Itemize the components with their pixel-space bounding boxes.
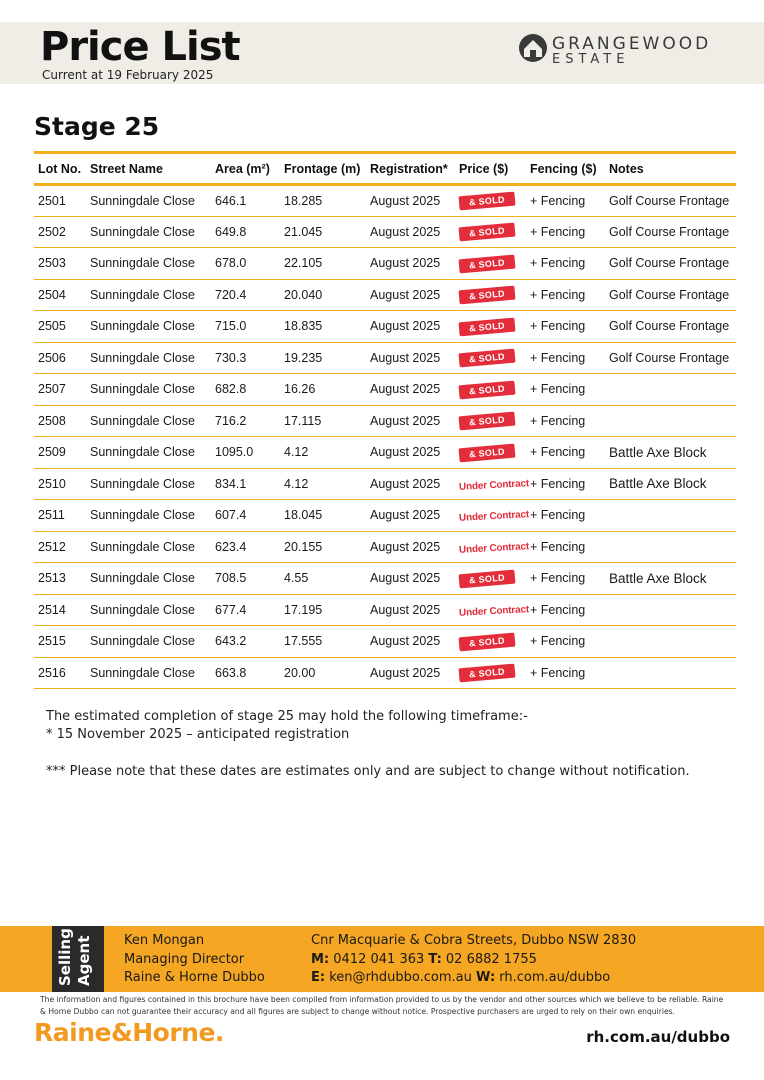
lot-cell: 2505 bbox=[34, 311, 86, 343]
frontage-cell: 16.26 bbox=[280, 374, 366, 406]
agent-role: Managing Director bbox=[124, 951, 245, 967]
under-contract-stamp: Under Contract bbox=[458, 603, 530, 619]
table-row bbox=[34, 531, 736, 563]
sold-stamp: & SOLD bbox=[458, 223, 515, 242]
street-cell: Sunningdale Close bbox=[86, 500, 211, 532]
lot-cell: 2514 bbox=[34, 594, 86, 626]
frontage-cell: 4.55 bbox=[280, 563, 366, 595]
street-cell: Sunningdale Close bbox=[86, 216, 211, 248]
phone-label: T: bbox=[428, 951, 442, 967]
lot-cell: 2502 bbox=[34, 216, 86, 248]
frontage-cell: 20.040 bbox=[280, 279, 366, 311]
sold-stamp: & SOLD bbox=[458, 632, 515, 651]
table-row bbox=[34, 657, 736, 689]
sold-stamp: & SOLD bbox=[458, 412, 515, 431]
frontage-cell: 17.555 bbox=[280, 626, 366, 658]
sold-stamp: & SOLD bbox=[458, 349, 515, 368]
lot-cell: 2513 bbox=[34, 563, 86, 595]
lot-cell: 2508 bbox=[34, 405, 86, 437]
fencing-cell: + Fencing bbox=[526, 248, 605, 280]
raine-horne-logo: Raine&Horne. bbox=[34, 1018, 224, 1047]
street-cell: Sunningdale Close bbox=[86, 374, 211, 406]
col-area: Area (m²) bbox=[211, 153, 280, 185]
table-row bbox=[34, 248, 736, 280]
sold-stamp: & SOLD bbox=[458, 664, 515, 683]
registration-cell: August 2025 bbox=[366, 185, 455, 217]
registration-cell: August 2025 bbox=[366, 563, 455, 595]
registration-cell: August 2025 bbox=[366, 468, 455, 500]
price-cell bbox=[455, 311, 526, 343]
table-row bbox=[34, 279, 736, 311]
agent-name: Ken Mongan bbox=[124, 933, 205, 948]
sold-stamp: & SOLD bbox=[458, 569, 515, 588]
fencing-cell: + Fencing bbox=[526, 437, 605, 469]
price-cell bbox=[455, 468, 530, 500]
price-cell bbox=[455, 626, 526, 658]
table-row bbox=[34, 594, 736, 626]
frontage-cell: 21.045 bbox=[280, 216, 366, 248]
price-cell bbox=[455, 594, 530, 626]
registration-cell: August 2025 bbox=[366, 279, 455, 311]
col-registration: Registration* bbox=[366, 153, 455, 185]
registration-cell: August 2025 bbox=[366, 594, 455, 626]
web-link[interactable]: rh.com.au/dubbo bbox=[499, 970, 611, 985]
lot-cell: 2510 bbox=[34, 468, 86, 500]
area-cell: 663.8 bbox=[211, 657, 280, 689]
price-cell bbox=[455, 405, 526, 437]
registration-cell: August 2025 bbox=[366, 311, 455, 343]
fencing-cell: + Fencing bbox=[526, 216, 605, 248]
price-cell bbox=[455, 374, 526, 406]
table-row bbox=[34, 342, 736, 374]
web-label: W: bbox=[476, 970, 496, 985]
street-cell: Sunningdale Close bbox=[86, 248, 211, 280]
street-cell: Sunningdale Close bbox=[86, 563, 211, 595]
sold-stamp: & SOLD bbox=[458, 380, 515, 399]
page-subtitle: Current at 19 February 2025 bbox=[42, 68, 214, 82]
street-cell: Sunningdale Close bbox=[86, 594, 211, 626]
street-cell: Sunningdale Close bbox=[86, 185, 211, 217]
lot-cell: 2507 bbox=[34, 374, 86, 406]
notes-cell: Golf Course Frontage bbox=[605, 279, 736, 311]
price-cell bbox=[455, 279, 526, 311]
table-row bbox=[34, 216, 736, 248]
price-cell bbox=[455, 216, 526, 248]
col-fencing: Fencing ($) bbox=[526, 153, 605, 185]
completion-note: The estimated completion of stage 25 may hold the following timeframe:- bbox=[46, 709, 528, 724]
stage-title: Stage 25 bbox=[34, 112, 160, 141]
price-cell bbox=[455, 437, 526, 469]
lot-cell: 2504 bbox=[34, 279, 86, 311]
table-row bbox=[34, 626, 736, 658]
lot-cell: 2506 bbox=[34, 342, 86, 374]
registration-cell: August 2025 bbox=[366, 437, 455, 469]
table-row bbox=[34, 500, 736, 532]
table-row bbox=[34, 405, 736, 437]
sold-stamp: & SOLD bbox=[458, 192, 515, 211]
lot-cell: 2501 bbox=[34, 185, 86, 217]
street-cell: Sunningdale Close bbox=[86, 311, 211, 343]
lot-cell: 2509 bbox=[34, 437, 86, 469]
notes-cell bbox=[605, 657, 736, 689]
col-lot: Lot No. bbox=[34, 153, 86, 185]
price-cell bbox=[455, 342, 526, 374]
frontage-cell: 4.12 bbox=[280, 437, 366, 469]
fencing-cell: + Fencing bbox=[526, 279, 605, 311]
agent-details bbox=[311, 932, 636, 988]
area-cell: 646.1 bbox=[211, 185, 280, 217]
registration-cell: August 2025 bbox=[366, 216, 455, 248]
frontage-cell: 18.045 bbox=[280, 500, 366, 532]
fencing-cell: + Fencing bbox=[526, 468, 605, 500]
footer-url[interactable]: rh.com.au/dubbo bbox=[586, 1028, 730, 1046]
street-cell: Sunningdale Close bbox=[86, 342, 211, 374]
notes-cell: Golf Course Frontage bbox=[605, 216, 736, 248]
under-contract-stamp: Under Contract bbox=[458, 477, 530, 493]
footer-disclaimer: The information and figures contained in this brochure have been compiled from information provided to us by the vendor and other sources which we believe to be reliable. Raine & Horne Dubbo can not guarantee their accuracy and all figures are subject to change without notice. Prospective purchasers are urged to rely on their own enquiries. bbox=[40, 995, 724, 1016]
area-cell: 678.0 bbox=[211, 248, 280, 280]
lot-cell: 2512 bbox=[34, 531, 86, 563]
area-cell: 623.4 bbox=[211, 531, 280, 563]
notes-cell: Battle Axe Block bbox=[605, 437, 736, 469]
agent-address: Cnr Macquarie & Cobra Streets, Dubbo NSW 2830 bbox=[311, 933, 637, 948]
sold-stamp: & SOLD bbox=[458, 443, 515, 462]
frontage-cell: 20.00 bbox=[280, 657, 366, 689]
area-cell: 1095.0 bbox=[211, 437, 280, 469]
fencing-cell: + Fencing bbox=[526, 594, 605, 626]
fencing-cell: + Fencing bbox=[526, 657, 605, 689]
registration-cell: August 2025 bbox=[366, 405, 455, 437]
notes-cell: Battle Axe Block bbox=[605, 468, 736, 500]
price-cell bbox=[455, 531, 530, 563]
fencing-cell: + Fencing bbox=[526, 185, 605, 217]
fencing-cell: + Fencing bbox=[526, 531, 605, 563]
frontage-cell: 4.12 bbox=[280, 468, 366, 500]
table-row bbox=[34, 185, 736, 217]
notes-cell bbox=[605, 374, 736, 406]
registration-cell: August 2025 bbox=[366, 657, 455, 689]
sold-stamp: & SOLD bbox=[458, 286, 515, 305]
phone-number[interactable]: 02 6882 1755 bbox=[445, 951, 537, 967]
area-cell: 677.4 bbox=[211, 594, 280, 626]
frontage-cell: 17.195 bbox=[280, 594, 366, 626]
table-row bbox=[34, 311, 736, 343]
registration-cell: August 2025 bbox=[366, 500, 455, 532]
price-cell bbox=[455, 185, 526, 217]
registration-cell: August 2025 bbox=[366, 342, 455, 374]
price-cell bbox=[455, 563, 526, 595]
col-price: Price ($) bbox=[455, 153, 526, 185]
mobile-number[interactable]: 0412 041 363 bbox=[333, 951, 425, 967]
agent-office: Raine & Horne Dubbo bbox=[124, 970, 265, 985]
area-cell: 716.2 bbox=[211, 405, 280, 437]
street-cell: Sunningdale Close bbox=[86, 437, 211, 469]
house-leaf-icon bbox=[518, 30, 548, 66]
street-cell: Sunningdale Close bbox=[86, 657, 211, 689]
mobile-label: M: bbox=[311, 951, 330, 967]
area-cell: 834.1 bbox=[211, 468, 280, 500]
price-cell bbox=[455, 500, 530, 532]
grangewood-logo bbox=[518, 30, 748, 72]
fencing-cell: + Fencing bbox=[526, 342, 605, 374]
registration-cell: August 2025 bbox=[366, 626, 455, 658]
frontage-cell: 22.105 bbox=[280, 248, 366, 280]
email-link[interactable]: ken@rhdubbo.com.au bbox=[329, 970, 472, 985]
table-header-row bbox=[34, 153, 736, 185]
col-notes: Notes bbox=[605, 153, 736, 185]
fencing-cell: + Fencing bbox=[526, 500, 605, 532]
street-cell: Sunningdale Close bbox=[86, 626, 211, 658]
table-row bbox=[34, 468, 736, 500]
frontage-cell: 19.235 bbox=[280, 342, 366, 374]
fencing-cell: + Fencing bbox=[526, 563, 605, 595]
area-cell: 708.5 bbox=[211, 563, 280, 595]
price-table bbox=[34, 151, 736, 689]
registration-cell: August 2025 bbox=[366, 374, 455, 406]
notes-cell bbox=[605, 594, 736, 626]
price-cell bbox=[455, 248, 526, 280]
lot-cell: 2503 bbox=[34, 248, 86, 280]
page-title: Price List bbox=[40, 24, 240, 70]
fencing-cell: + Fencing bbox=[526, 374, 605, 406]
street-cell: Sunningdale Close bbox=[86, 405, 211, 437]
street-cell: Sunningdale Close bbox=[86, 468, 211, 500]
notes-cell: Golf Course Frontage bbox=[605, 342, 736, 374]
lot-cell: 2516 bbox=[34, 657, 86, 689]
street-cell: Sunningdale Close bbox=[86, 279, 211, 311]
frontage-cell: 18.835 bbox=[280, 311, 366, 343]
under-contract-stamp: Under Contract bbox=[458, 509, 530, 525]
table-body bbox=[34, 185, 736, 689]
fencing-cell: + Fencing bbox=[526, 626, 605, 658]
registration-cell: August 2025 bbox=[366, 531, 455, 563]
notes-cell: Golf Course Frontage bbox=[605, 185, 736, 217]
notes-cell bbox=[605, 626, 736, 658]
frontage-cell: 20.155 bbox=[280, 531, 366, 563]
fencing-cell: + Fencing bbox=[526, 311, 605, 343]
agent-contact bbox=[124, 932, 265, 988]
frontage-cell: 18.285 bbox=[280, 185, 366, 217]
lot-cell: 2511 bbox=[34, 500, 86, 532]
under-contract-stamp: Under Contract bbox=[458, 540, 530, 556]
area-cell: 649.8 bbox=[211, 216, 280, 248]
area-cell: 720.4 bbox=[211, 279, 280, 311]
email-label: E: bbox=[311, 970, 326, 985]
frontage-cell: 17.115 bbox=[280, 405, 366, 437]
area-cell: 643.2 bbox=[211, 626, 280, 658]
notes-cell: Golf Course Frontage bbox=[605, 248, 736, 280]
notes-cell: Golf Course Frontage bbox=[605, 311, 736, 343]
agent-label: Agent bbox=[75, 935, 93, 986]
notes-cell: Battle Axe Block bbox=[605, 563, 736, 595]
notes-cell bbox=[605, 405, 736, 437]
table-row bbox=[34, 563, 736, 595]
street-cell: Sunningdale Close bbox=[86, 531, 211, 563]
selling-agent-label bbox=[56, 924, 94, 986]
area-cell: 607.4 bbox=[211, 500, 280, 532]
disclaimer-note: *** Please note that these dates are estimates only and are subject to change without notification. bbox=[46, 764, 690, 779]
area-cell: 730.3 bbox=[211, 342, 280, 374]
registration-cell: August 2025 bbox=[366, 248, 455, 280]
area-cell: 715.0 bbox=[211, 311, 280, 343]
lot-cell: 2515 bbox=[34, 626, 86, 658]
notes-cell bbox=[605, 531, 736, 563]
agent-web bbox=[311, 969, 636, 988]
col-frontage: Frontage (m) bbox=[280, 153, 366, 185]
registration-note: * 15 November 2025 – anticipated registration bbox=[46, 727, 350, 742]
fencing-cell: + Fencing bbox=[526, 405, 605, 437]
area-cell: 682.8 bbox=[211, 374, 280, 406]
table-row bbox=[34, 437, 736, 469]
sold-stamp: & SOLD bbox=[458, 254, 515, 273]
logo-text-grangewood: GRANGEWOOD bbox=[552, 34, 712, 54]
col-street: Street Name bbox=[86, 153, 211, 185]
selling-label: Selling bbox=[56, 928, 74, 986]
table-row bbox=[34, 374, 736, 406]
logo-text-estate: ESTATE bbox=[552, 52, 630, 67]
sold-stamp: & SOLD bbox=[458, 317, 515, 336]
price-cell bbox=[455, 657, 526, 689]
notes-cell bbox=[605, 500, 736, 532]
agent-phones bbox=[311, 951, 636, 970]
